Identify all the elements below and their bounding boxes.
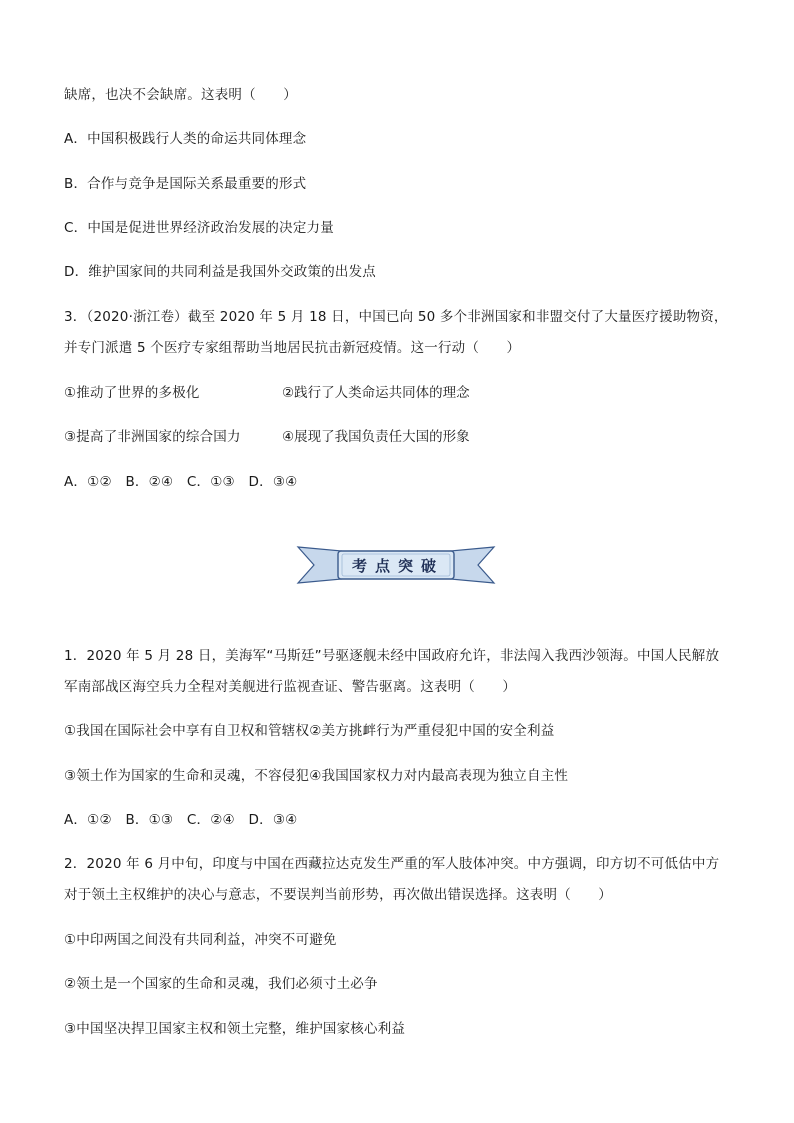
exercise-2-statement-3: ③中国坚决捍卫国家主权和领土完整，维护国家核心利益: [64, 1021, 406, 1037]
exercise-1-choices: A．①② B．①③ C．②④ D．③④: [64, 812, 298, 828]
section-banner: [296, 545, 496, 585]
exercise-1-line1: 1．2020 年 5 月 28 日，美海军“马斯廷”号驱逐舰未经中国政府允许，非法闯入我西沙领海。中国人民解放: [64, 648, 720, 664]
exercise-1-line2: 军南部战区海空兵力全程对美舰进行监视查证、警告驱离。这表明（ ）: [64, 679, 517, 695]
exercise-1-statements-1-2: ①我国在国际社会中享有自卫权和管辖权②美方挑衅行为严重侵犯中国的安全利益: [64, 723, 555, 739]
exercise-2-statement-2: ②领土是一个国家的生命和灵魂，我们必须寸土必争: [64, 976, 378, 992]
option-b: B．合作与竞争是国际关系最重要的形式: [64, 176, 307, 192]
question-3-statement-4: ④展现了我国负责任大国的形象: [282, 429, 470, 445]
question-2-tail: 缺席，也决不会缺席。这表明（ ）: [64, 87, 297, 103]
question-3-line1: 3．（2020·浙江卷）截至 2020 年 5 月 18 日，中国已向 50 多个非洲国家和非盟交付了大量医疗援助物资，: [64, 309, 728, 325]
exercise-2-line2: 对于领土主权维护的决心与意志，不要误判当前形势，再次做出错误选择。这表明（ ）: [64, 887, 612, 903]
question-3-statement-3: ③提高了非洲国家的综合国力: [64, 429, 241, 445]
question-3-statement-2: ②践行了人类命运共同体的理念: [282, 385, 470, 401]
exercise-2-statement-1: ①中印两国之间没有共同利益，冲突不可避免: [64, 932, 337, 948]
question-3-statement-1: ①推动了世界的多极化: [64, 385, 200, 401]
question-3-line2: 并专门派遣 5 个医疗专家组帮助当地居民抗击新冠疫情。这一行动（ ）: [64, 340, 521, 356]
exercise-2-line1: 2．2020 年 6 月中旬，印度与中国在西藏拉达克发生严重的军人肢体冲突。中方强调，印方切不可低估中方: [64, 856, 720, 872]
option-a: A．中国积极践行人类的命运共同体理念: [64, 131, 307, 147]
option-d: D．维护国家间的共同利益是我国外交政策的出发点: [64, 264, 376, 280]
option-c: C．中国是促进世界经济政治发展的决定力量: [64, 220, 334, 236]
banner-title: 考点突破: [351, 556, 444, 575]
exercise-1-statements-3-4: ③领土作为国家的生命和灵魂，不容侵犯④我国国家权力对内最高表现为独立自主性: [64, 768, 569, 784]
question-3-choices: A．①② B．②④ C．①③ D．③④: [64, 474, 298, 490]
